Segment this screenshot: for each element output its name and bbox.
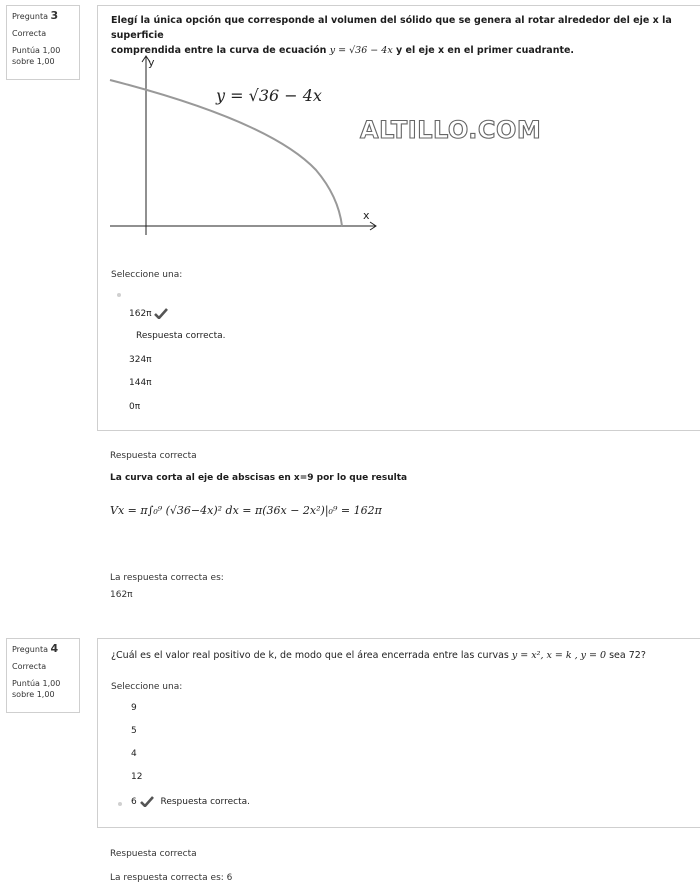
question-content-3 xyxy=(97,5,700,431)
option-c[interactable]: 144π xyxy=(129,378,152,388)
select-label: Seleccione una: xyxy=(111,270,183,280)
x-axis-label: x xyxy=(363,209,370,222)
equation: y = x², x = k , y = 0 xyxy=(511,650,607,661)
question-info-3 xyxy=(6,5,80,80)
option-d[interactable]: 12 xyxy=(131,772,143,782)
watermark: ALTILLO.COM xyxy=(360,116,542,144)
inline-feedback: Respuesta correcta. xyxy=(136,331,226,341)
question-number: Pregunta 4 xyxy=(12,642,59,655)
radio-icon xyxy=(117,293,121,297)
option-d[interactable]: 0π xyxy=(129,402,141,412)
integral-formula: Vx = π∫₀⁹ (√36−4x)² dx = π(36x − 2x²)|₀⁹ = 162π xyxy=(110,504,382,517)
question-text: Elegí la única opción que corresponde al volumen del sólido que se genera al rotar alrededor del eje x la superficie comprendida entre la curva de ecuación y = √36 − 4x y el eje x en el primer cuadrante. xyxy=(111,15,672,56)
question-status: Correcta xyxy=(12,29,47,38)
curve-label: y = √36 − 4x xyxy=(216,86,322,105)
correct-answer-label: La respuesta correcta es: xyxy=(110,573,224,583)
question-score: Puntúa 1,00 sobre 1,00 xyxy=(12,46,61,66)
check-icon xyxy=(140,796,154,807)
feedback-title: Respuesta correcta xyxy=(110,849,197,859)
check-icon xyxy=(154,308,168,319)
equation: y = √36 − 4x xyxy=(329,45,393,56)
question-score: Puntúa 1,00 sobre 1,00 xyxy=(12,679,61,699)
question-text: ¿Cuál es el valor real positivo de k, de modo que el área encerrada entre las curvas y = x², x = k , y = 0 sea 72? xyxy=(111,650,646,661)
radio-icon xyxy=(118,802,122,806)
question-info-4 xyxy=(6,638,80,713)
option-c[interactable]: 4 xyxy=(131,749,137,759)
question-status: Correcta xyxy=(12,662,47,671)
inline-feedback: Respuesta correcta. xyxy=(160,797,250,807)
question-number: Pregunta 3 xyxy=(12,9,59,22)
option-a[interactable]: 9 xyxy=(131,703,137,713)
feedback-explanation: La curva corta al eje de abscisas en x=9 por lo que resulta xyxy=(110,473,408,483)
option-e[interactable]: 6 Respuesta correcta. xyxy=(131,797,250,807)
option-b[interactable]: 324π xyxy=(129,355,152,365)
correct-answer: 162π xyxy=(110,590,133,600)
feedback-title: Respuesta correcta xyxy=(110,451,197,461)
option-b[interactable]: 5 xyxy=(131,726,137,736)
select-label: Seleccione una: xyxy=(111,682,183,692)
question-content-4 xyxy=(97,638,700,828)
option-a[interactable]: 162π xyxy=(129,308,168,319)
function-graph xyxy=(108,50,398,240)
y-axis-label: y xyxy=(148,56,155,69)
correct-answer: La respuesta correcta es: 6 xyxy=(110,873,233,883)
